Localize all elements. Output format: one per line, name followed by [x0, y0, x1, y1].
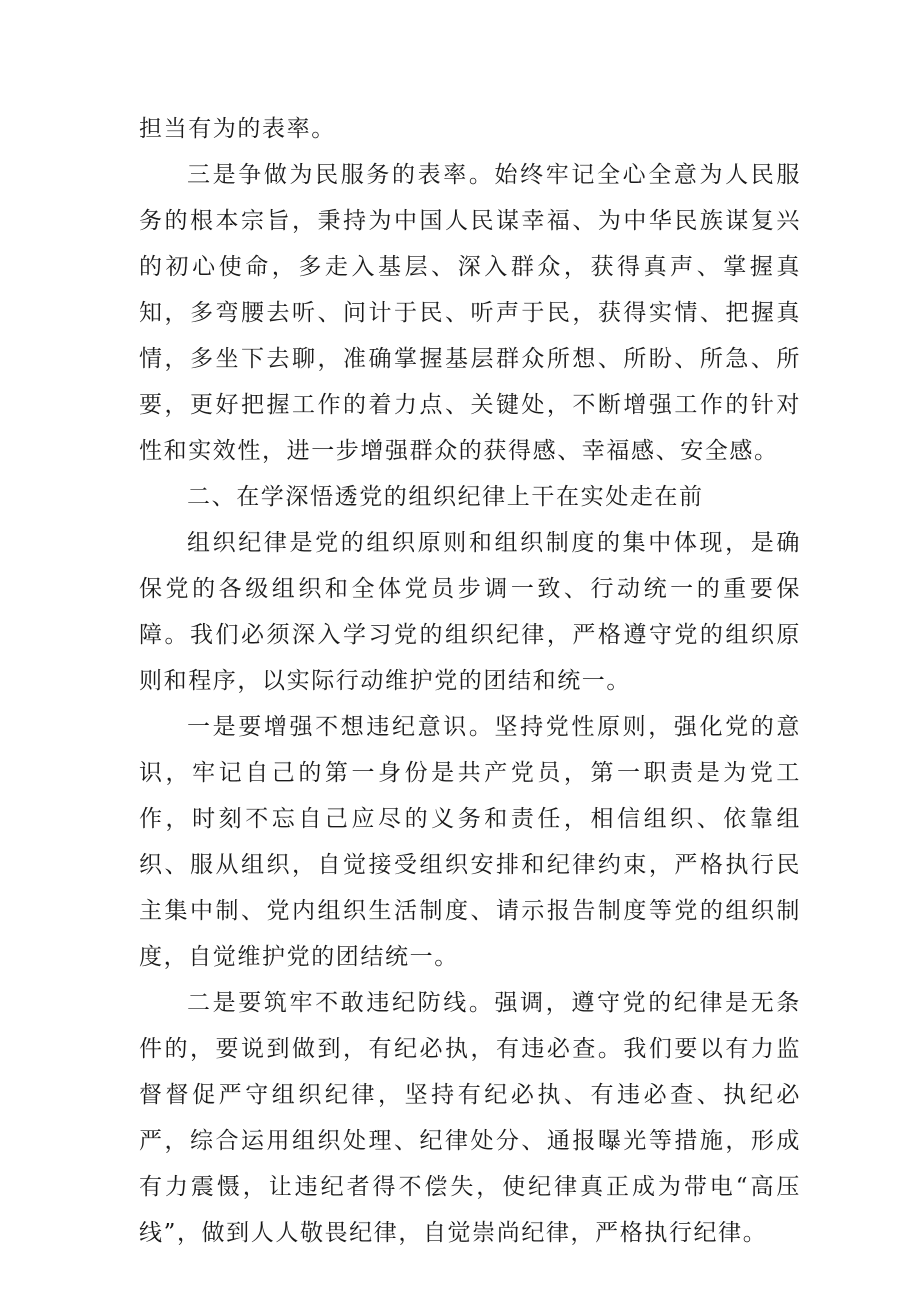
document-body [139, 106, 801, 1256]
paragraph-continuation: 担当有为的表率。 [139, 116, 336, 142]
paragraph-defense-line: 二是要筑牢不敢违纪防线。强调，遵守党的纪律是无条件的，要说到做到，有纪必执，有违必查。我们要以有力监督督促严守组织纪律，坚持有纪必执、有违必查、执纪必严，综合运用组织处理、纪律处分、通报曝光等措施，形成有力震慑，让违纪者得不偿失，使纪律真正成为带电“高压线”，做到人人敬畏纪律，自觉崇尚纪律，严格执行纪律。 [139, 990, 801, 1246]
paragraph-awareness: 一是要增强不想违纪意识。坚持党性原则，强化党的意识，牢记自己的第一身份是共产党员，第一职责是为党工作，时刻不忘自己应尽的义务和责任，相信组织、依靠组织、服从组织，自觉接受组织安排和纪律约束，严格执行民主集中制、党内组织生活制度、请示报告制度等党的组织制度，自觉维护党的团结统一。 [139, 714, 801, 970]
section-heading-organizational-discipline: 二、在学深悟透党的组织纪律上干在实处走在前 [187, 484, 704, 510]
paragraph-serve-people: 三是争做为民服务的表率。始终牢记全心全意为人民服务的根本宗旨，秉持为中国人民谋幸福、为中华民族谋复兴的初心使命，多走入基层、深入群众，获得真声、掌握真知，多弯腰去听、问计于民、听声于民，获得实情、把握真情，多坐下去聊，准确掌握基层群众所想、所盼、所急、所要，更好把握工作的着力点、关键处，不断增强工作的针对性和实效性，进一步增强群众的获得感、幸福感、安全感。 [139, 162, 801, 464]
paragraph-discipline-intro: 组织纪律是党的组织原则和组织制度的集中体现，是确保党的各级组织和全体党员步调一致、行动统一的重要保障。我们必须深入学习党的组织纪律，严格遵守党的组织原则和程序，以实际行动维护党的团结和统一。 [139, 530, 801, 694]
